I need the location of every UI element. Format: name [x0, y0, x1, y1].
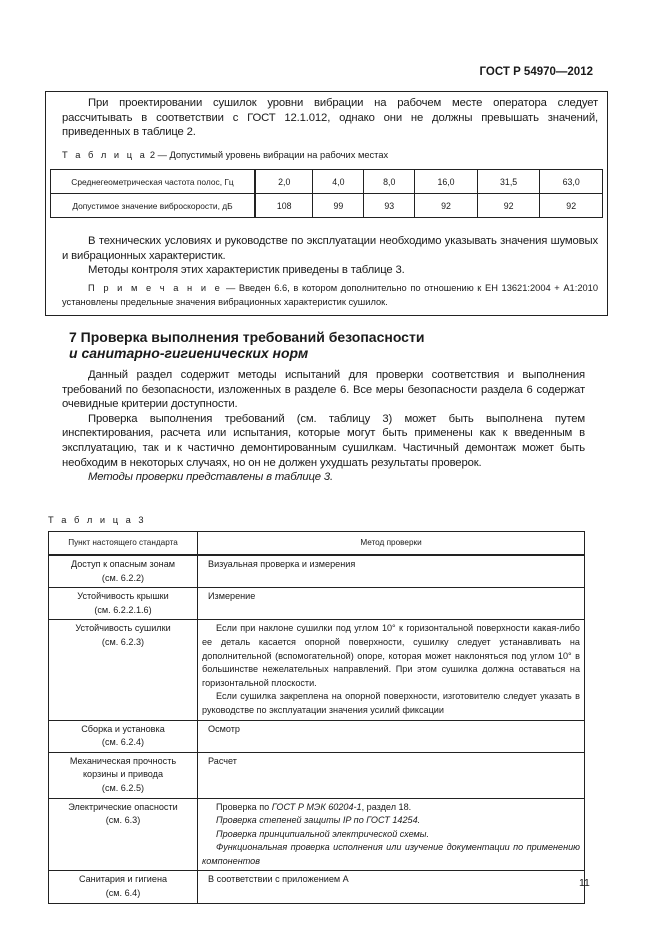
verification-methods-table — [48, 531, 585, 904]
table-row — [49, 871, 585, 903]
table-row — [49, 798, 585, 871]
column-header: Метод проверки — [198, 532, 585, 556]
method-cell: Расчет — [198, 752, 585, 798]
table-cell: 92 — [415, 194, 478, 218]
item-cell: Механическая прочность корзины и привода (см. 6.2.5) — [49, 752, 198, 798]
table-cell: 99 — [313, 194, 364, 218]
method-cell: В соответствии с приложением А — [198, 871, 585, 903]
method-cell: Визуальная проверка и измерения — [198, 555, 585, 588]
table-caption: Т а б л и ц а 2 — Допустимый уровень вибрации на рабочих местах — [62, 149, 389, 160]
section-7-heading — [69, 330, 424, 361]
item-cell: Санитария и гигиена (см. 6.4) — [49, 871, 198, 903]
table-row — [49, 555, 585, 588]
table-cell: 93 — [364, 194, 415, 218]
section-7-body — [62, 368, 585, 485]
table-cell: 92 — [477, 194, 540, 218]
item-cell: Сборка и установка (см. 6.2.4) — [49, 720, 198, 752]
paragraph: Данный раздел содержит методы испытаний для проверки соответствия и выполнения требований по безопасности, изложенных в разделе 6. Все меры безопасности раздела 6 содержат очевидные критерии доступности. — [62, 369, 585, 411]
table-header-row — [49, 532, 585, 556]
table-cell: 63,0 — [540, 170, 603, 194]
paragraph: В технических условиях и руководстве по эксплуатации необходимо указывать значения шумовых и вибрационных характеристик. — [62, 235, 598, 262]
table-row — [49, 720, 585, 752]
table-row — [49, 752, 585, 798]
method-cell: Осмотр — [198, 720, 585, 752]
table-cell: 8,0 — [364, 170, 415, 194]
section-title: 7 Проверка выполнения требований безопасности — [69, 329, 425, 345]
table-cell: 31,5 — [477, 170, 540, 194]
row-header: Среднегеометрическая частота полос, Гц — [51, 170, 256, 194]
standard-header: ГОСТ Р 54970—2012 — [479, 66, 593, 78]
method-cell: Если при наклоне сушилки под углом 10° к горизонтальной поверхности какая-либо ее деталь касается опорной поверхности, сушилку следует устанавливать на дополнительной (вспомогательной) опоре, которая может наклоняться под углом 10° в большинстве нежелательных направлений. При этом сушилка должна оставаться на горизонтальной плоскости. Если сушилка закреплена на опорной поверхности, изготовителю следует указать в руководстве по эксплуатации значения усилий фиксации — [198, 620, 585, 720]
column-header: Пункт настоящего стандарта — [49, 532, 198, 556]
table-caption: Т а б л и ц а 3 — [48, 515, 147, 525]
item-cell: Устойчивость крышки (см. 6.2.2.1.6) — [49, 588, 198, 620]
note: П р и м е ч а н и е — Введен 6.6, в котором дополнительно по отношению к ЕН 13621:2004 + A1:2010 установлены предельные значения вибрационных характеристик сушилок. — [62, 282, 598, 307]
paragraph: При проектировании сушилок уровни вибрации на рабочем месте оператора следует рассчитывать в соответствии с ГОСТ 12.1.012, однако они не должны превышать значений, приведенных в таблице 2. — [62, 97, 598, 139]
method-cell: Проверка по ГОСТ Р МЭК 60204-1, раздел 18. Проверка степеней защиты IP по ГОСТ 14254. Проверка принципиальной электрической схемы. Функциональная проверка исполнения или изучение документации по применению компонентов — [198, 798, 585, 871]
item-cell: Доступ к опасным зонам (см. 6.2.2) — [49, 555, 198, 588]
table-cell: 4,0 — [313, 170, 364, 194]
row-header: Допустимое значение виброскорости, дБ — [51, 194, 256, 218]
paragraph: Проверка выполнения требований (см. таблицу 3) может быть выполнена путем инспектирования, расчета или испытания, которые могут быть применены как к введенным в эксплуатацию, так и к частично демонтированным сушилкам. Частичный демонтаж может быть необходим в некоторых случаях, но он не должен ухудшать результаты проверок. — [62, 412, 585, 469]
table-row — [49, 588, 585, 620]
page-number: 11 — [579, 877, 590, 889]
section-subtitle: и санитарно-гигиенических норм — [69, 344, 309, 361]
table-cell: 108 — [255, 194, 313, 218]
table-cell: 92 — [540, 194, 603, 218]
item-cell: Устойчивость сушилки (см. 6.2.3) — [49, 620, 198, 720]
paragraph: Методы проверки представлены в таблице 3. — [88, 471, 334, 484]
table-row — [49, 620, 585, 720]
table-cell: 16,0 — [415, 170, 478, 194]
method-cell: Измерение — [198, 588, 585, 620]
table-cell: 2,0 — [255, 170, 313, 194]
table-row — [51, 194, 603, 218]
vibration-table — [50, 169, 603, 218]
vibration-box — [45, 91, 608, 316]
paragraph: Методы контроля этих характеристик приведены в таблице 3. — [88, 264, 405, 277]
table-row — [51, 170, 603, 194]
item-cell: Электрические опасности (см. 6.3) — [49, 798, 198, 871]
